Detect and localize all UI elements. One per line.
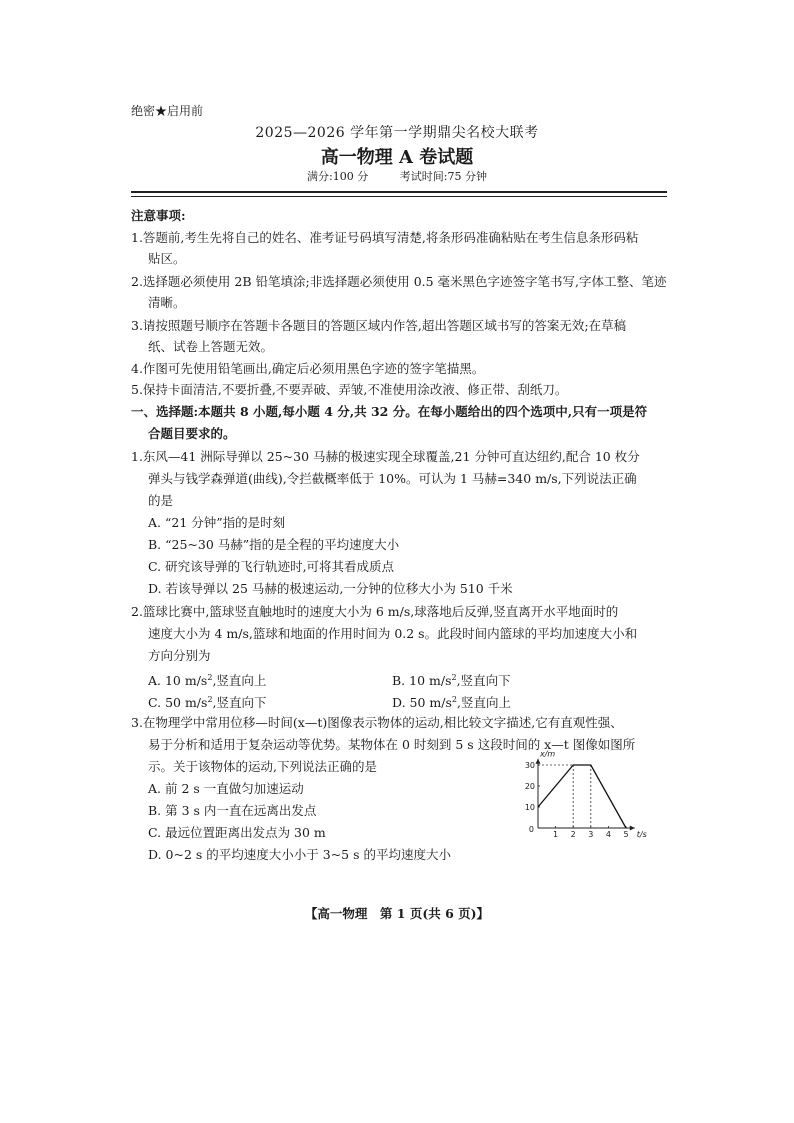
exam-time: 考试时间:75 分钟 [399,170,487,183]
q2-option-d-dir: ,竖直向上 [456,695,511,711]
y-axis-label: x/m [540,749,556,759]
x-tick-label: 2 [570,830,576,839]
q2-stem: 方向分别为 [148,648,211,663]
q1-stem: 弹头与钱学森弹道(曲线),令拦截概率低于 10%。可认为 1 马赫=340 m/s,下列说法正确 [148,471,637,486]
q2-option-a [148,667,266,691]
q1-option-d: D. 若该导弹以 25 马赫的极速运动,一分钟的位移大小为 510 千米 [148,581,513,596]
x-tick-label: 5 [623,830,629,839]
q2-option-c-value: C. 50 m/s [148,695,208,711]
confidential-mark: 绝密★启用前 [131,104,204,118]
note-line: 4.作图可先使用铅笔画出,确定后必须用黑色字迹的签字笔描黑。 [131,361,485,376]
q3-stem: 示。关于该物体的运动,下列说法正确的是 [148,759,377,774]
q2-option-a-dir: ,竖直向上 [212,673,267,689]
q2-option-b-value: B. 10 m/s [392,673,452,689]
q1-option-b: B. “25~30 马赫”指的是全程的平均速度大小 [148,537,400,552]
header-rule-thin [131,196,667,197]
q2-option-c [148,689,267,713]
q1-option-a: A. “21 分钟”指的是时刻 [148,515,286,530]
q3-option-b: B. 第 3 s 内一直在远离出发点 [148,803,317,818]
header-rule-thick [131,191,667,193]
q1-stem: 1.东风—41 洲际导弹以 25~30 马赫的极速实现全球覆盖,21 分钟可直达纽约,配合 10 枚分 [131,449,640,464]
q3-stem: 3.在物理学中常用位移—时间(x—t)图像表示物体的运动,相比较文字描述,它有直观性强、 [131,715,623,730]
series-line [538,765,626,828]
section-heading: 一、选择题:本题共 8 小题,每小题 4 分,共 32 分。在每小题给出的四个选项中,只有一项是符 [131,404,648,419]
note-line: 清晰。 [148,295,186,310]
section-heading-cont: 合题目要求的。 [148,426,236,441]
note-line: 5.保持卡面清洁,不要折叠,不要弄破、弄皱,不准使用涂改液、修正带、刮纸刀。 [131,382,568,397]
superscript: 2 [207,695,213,704]
x-axis-arrow-icon [630,826,635,831]
note-line: 2.选择题必须使用 2B 铅笔填涂;非选择题必须使用 0.5 毫米黑色字迹签字笔书写,字体工整、笔迹 [131,274,667,289]
q1-option-c: C. 研究该导弹的飞行轨迹时,可将其看成质点 [148,559,395,574]
note-line: 贴区。 [148,251,186,266]
y-tick-label: 30 [524,761,535,770]
full-score: 满分:100 分 [307,170,369,183]
x-axis-label: t/s [636,830,647,839]
exam-title: 2025—2026 学年第一学期鼎尖名校大联考 [255,125,539,141]
x-tick-label: 4 [605,830,611,839]
y-tick-label: 10 [524,803,535,812]
q3-option-a: A. 前 2 s 一直做匀加速运动 [148,781,304,796]
origin-label: 0 [528,825,534,834]
note-line: 纸、试卷上答题无效。 [148,339,274,354]
note-line: 1.答题前,考生先将自己的姓名、准考证号码填写清楚,将条形码准确粘贴在考生信息条形码粘 [131,230,639,245]
q2-stem: 2.篮球比赛中,篮球竖直触地时的速度大小为 6 m/s,球落地后反弹,竖直离开水平地面时的 [131,604,619,619]
q1-stem: 的是 [148,493,174,508]
q3-option-d: D. 0~2 s 的平均速度大小小于 3~5 s 的平均速度大小 [148,847,451,862]
q2-option-d [392,689,511,713]
q3-option-c: C. 最远位置距离出发点为 30 m [148,825,326,840]
q2-option-b [392,667,511,691]
superscript: 2 [451,673,457,682]
q2-option-a-value: A. 10 m/s [148,673,208,689]
notes-heading: 注意事项: [131,208,186,223]
note-line: 3.请按照题号顺序在答题卡各题目的答题区域内作答,超出答题区域书写的答案无效;在草稿 [131,318,627,333]
x-tick-label: 1 [553,830,559,839]
x-tick-label: 3 [588,830,594,839]
superscript: 2 [451,695,457,704]
q3-stem: 易于分析和适用于复杂运动等优势。某物体在 0 时刻到 5 s 这段时间的 x—t 图像如图所 [148,737,636,752]
q2-option-b-dir: ,竖直向下 [456,673,511,689]
q2-option-c-dir: ,竖直向下 [212,695,267,711]
y-tick-label: 20 [524,782,535,791]
exam-meta [0,168,794,184]
xt-graph [510,744,650,844]
y-axis-arrow-icon [536,759,541,764]
paper-title: 高一物理 A 卷试题 [320,147,474,168]
page-footer: 【高一物理 第 1 页(共 6 页)】 [304,906,490,921]
superscript: 2 [207,673,213,682]
q2-stem: 速度大小为 4 m/s,篮球和地面的作用时间为 0.2 s。此段时间内篮球的平均加速度大小和 [148,626,638,641]
q2-option-d-value: D. 50 m/s [392,695,452,711]
